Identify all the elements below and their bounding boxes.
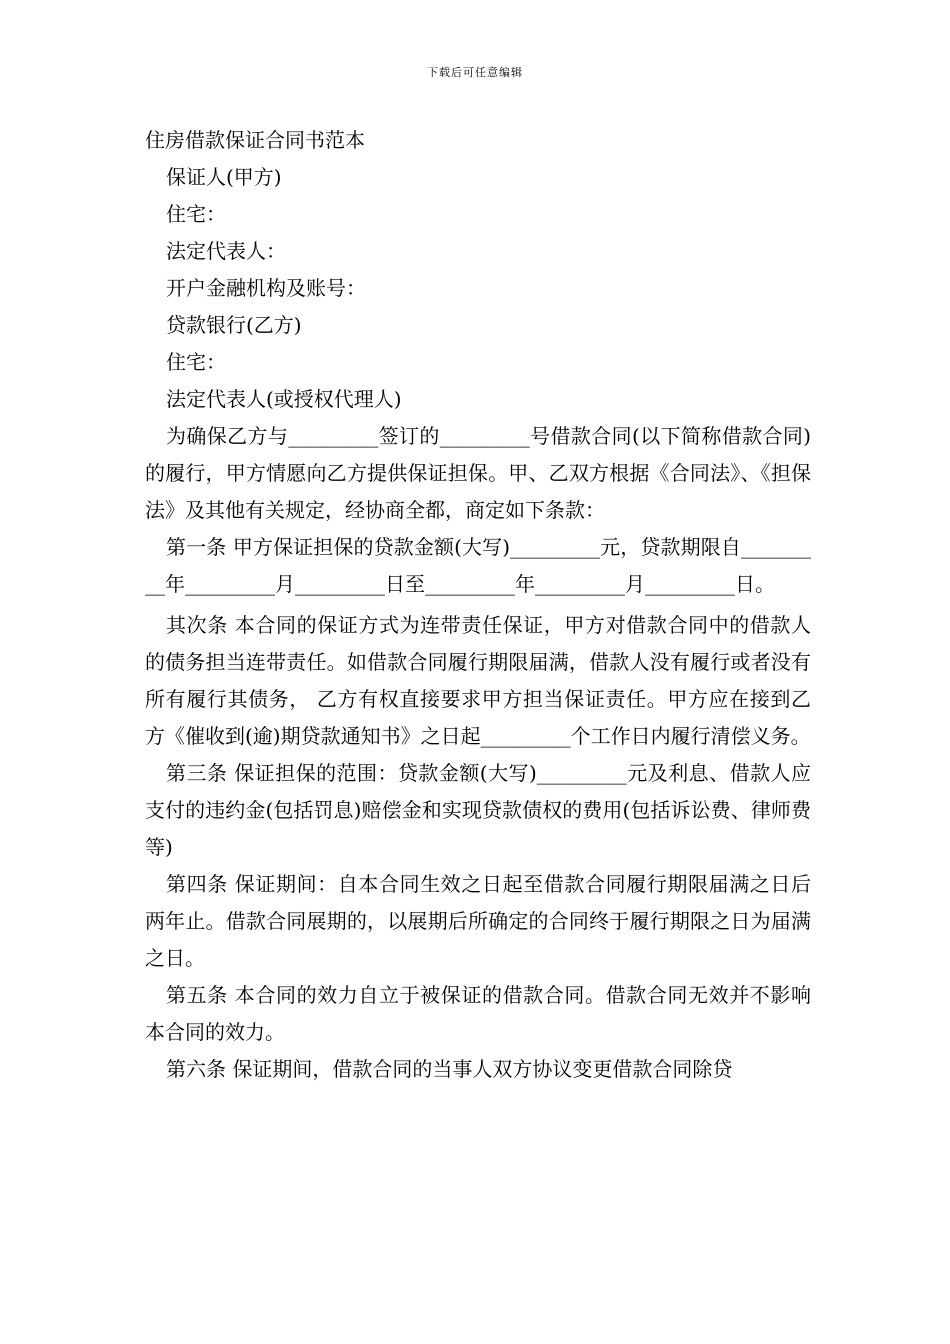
document-title: 住房借款保证合同书范本 <box>145 128 365 152</box>
field-guarantor-representative: 法定代表人： <box>166 239 286 263</box>
article-2: 其次条 本合同的保证方式为连带责任保证，甲方对借款合同中的借款人的债务担当连带责任。如借款合同履行期限届满，借款人没有履行或者没有所有履行其债务， 乙方有权直接要求甲方担当保证责任。甲方应在接到乙方《催收到(逾)期贷款通知书》之日起_________个工作日内履行清偿义务。 <box>145 613 811 748</box>
field-guarantor: 保证人(甲方) <box>166 165 282 189</box>
field-lender-representative: 法定代表人(或授权代理人) <box>166 387 402 411</box>
preamble-paragraph: 为确保乙方与_________签订的_________号借款合同(以下简称借款合同)的履行，甲方情愿向乙方提供保证担保。甲、乙双方根据《合同法》、《担保法》及其他有关规定，经协商全都，商定如下条款： <box>145 424 811 522</box>
field-lender-address: 住宅： <box>166 350 226 374</box>
document-body <box>145 122 811 1088</box>
article-1: 第一条 甲方保证担保的贷款金额(大写)_________元，贷款期限自_________年_________月_________日至_________年_________月_________日。 <box>145 535 811 596</box>
field-lender-bank: 贷款银行(乙方) <box>166 313 302 337</box>
page-header-note: 下载后可任意编辑 <box>427 66 523 79</box>
article-4: 第四条 保证期间：自本合同生效之日起至借款合同履行期限届满之日后两年止。借款合同展期的，以展期后所确定的合同终于履行期限之日为届满之日。 <box>145 872 811 970</box>
article-5: 第五条 本合同的效力自立于被保证的借款合同。借款合同无效并不影响本合同的效力。 <box>145 983 811 1044</box>
field-guarantor-address: 住宅： <box>166 202 226 226</box>
article-6: 第六条 保证期间，借款合同的当事人双方协议变更借款合同除贷 <box>166 1057 733 1081</box>
field-guarantor-bank-account: 开户金融机构及账号： <box>166 276 366 300</box>
article-3: 第三条 保证担保的范围：贷款金额(大写)_________元及利息、借款人应支付的违约金(包括罚息)赔偿金和实现贷款债权的费用(包括诉讼费、律师费等) <box>145 761 811 859</box>
